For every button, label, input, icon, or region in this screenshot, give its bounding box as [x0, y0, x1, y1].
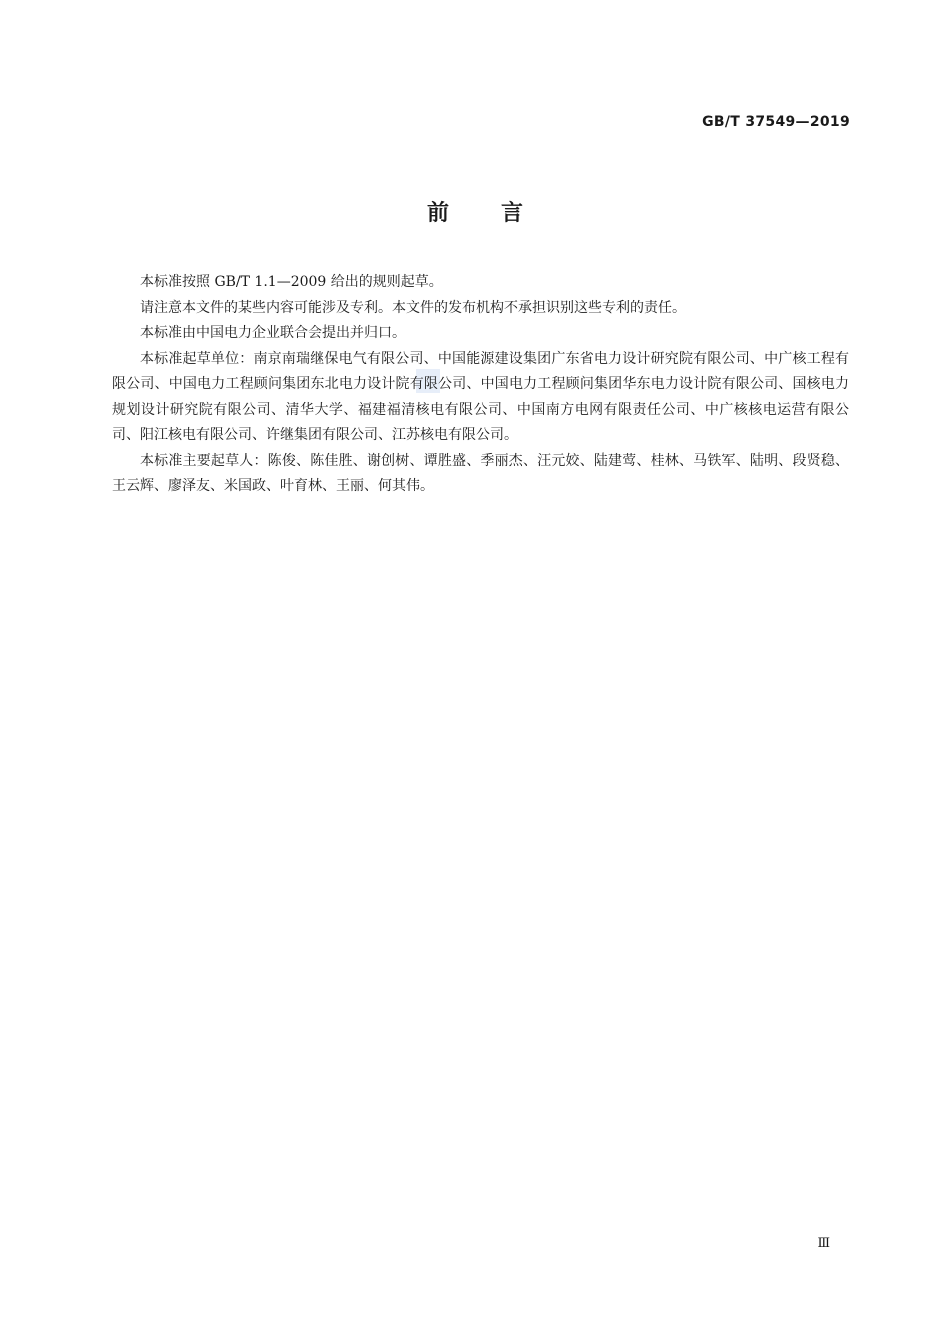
foreword-body	[112, 270, 849, 500]
paragraph-drafting-units: 本标准起草单位：南京南瑞继保电气有限公司、中国能源建设集团广东省电力设计研究院有限公司、中广核工程有限公司、中国电力工程顾问集团东北电力设计院有限公司、中国电力工程顾问集团华东电力设计院有限公司、国核电力规划设计研究院有限公司、清华大学、福建福清核电有限公司、中国南方电网有限责任公司、中广核核电运营有限公司、阳江核电有限公司、许继集团有限公司、江苏核电有限公司。	[112, 350, 849, 443]
title-char-2: 言	[501, 201, 524, 226]
title-char-1: 前	[426, 201, 449, 226]
paragraph-patent-notice: 请注意本文件的某些内容可能涉及专利。本文件的发布机构不承担识别这些专利的责任。	[140, 299, 686, 316]
page-title	[0, 196, 950, 227]
page-number: Ⅲ	[817, 1236, 830, 1251]
standard-number: GB/T 37549—2019	[702, 114, 850, 130]
paragraph-drafters: 本标准主要起草人：陈俊、陈佳胜、谢创树、谭胜盛、季丽杰、汪元姣、陆建莺、桂林、马铁军、陆明、段贤稳、王云辉、廖泽友、米国政、叶育林、王丽、何其伟。	[112, 452, 849, 494]
paragraph-drafting-rules: 本标准按照 GB/T 1.1—2009 给出的规则起草。	[140, 274, 443, 290]
paragraph-proposer: 本标准由中国电力企业联合会提出并归口。	[140, 325, 406, 341]
